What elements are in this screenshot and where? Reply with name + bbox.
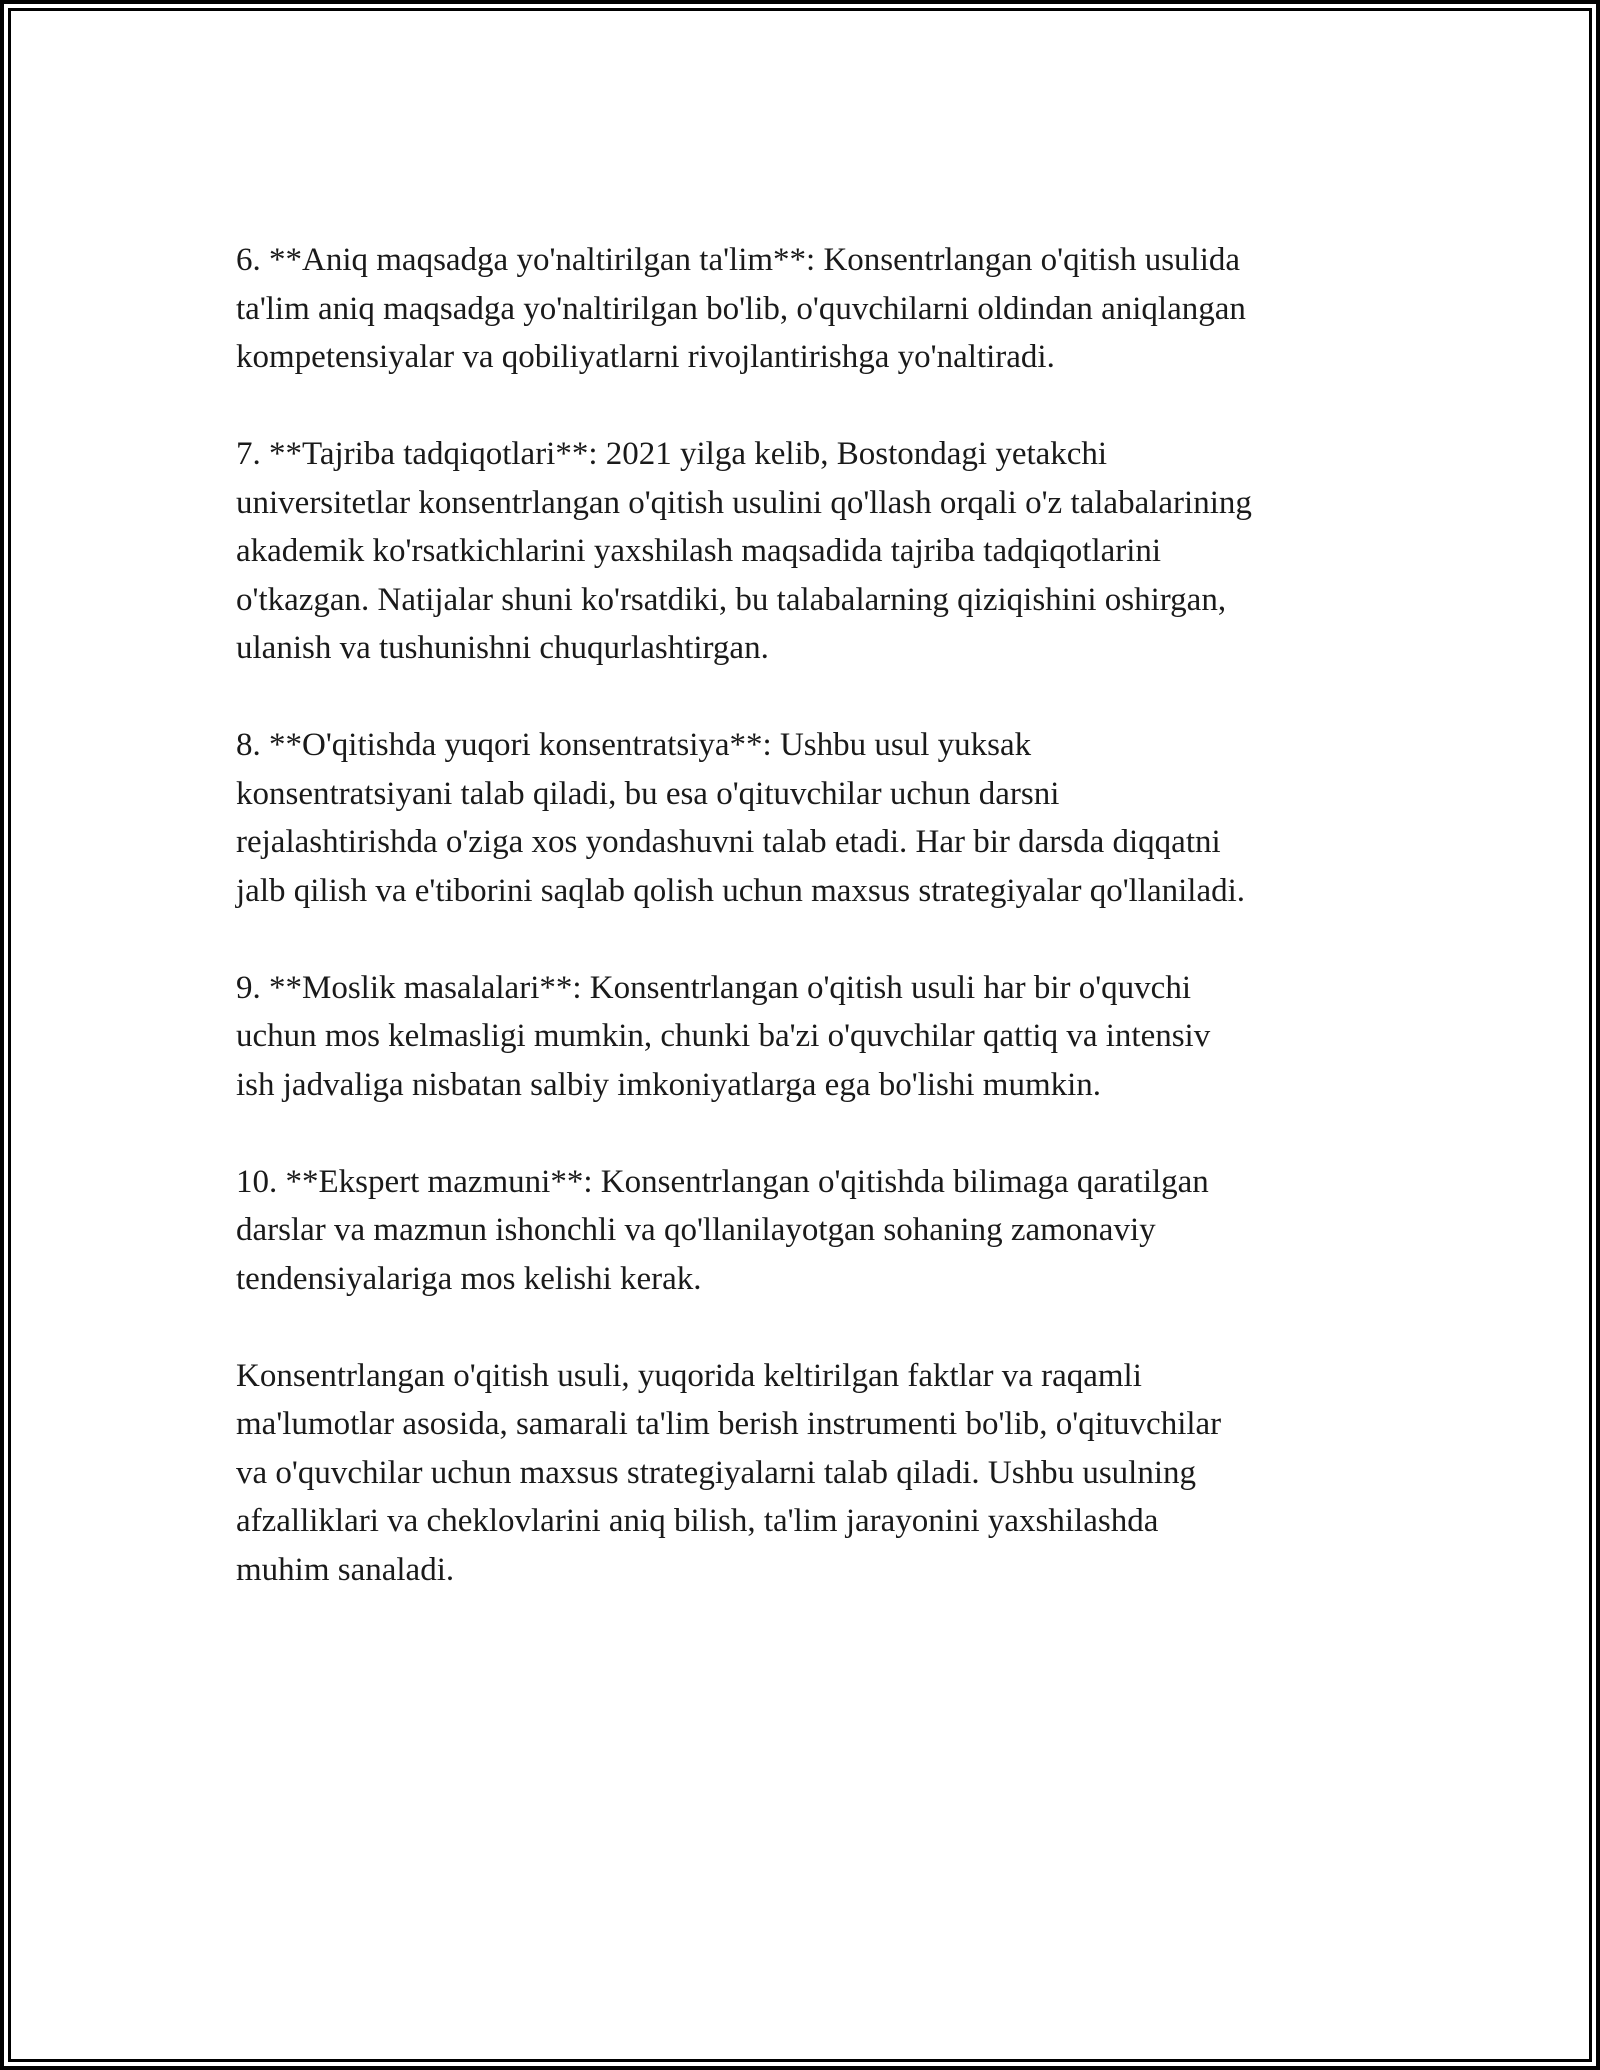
paragraph-item-10: 10. **Ekspert mazmuni**: Konsentrlangan o'qitishda bilimaga qaratilgan darslar va mazmun ishonchli va qo'llanilayotgan sohaning zamonaviy tendensiyalariga mos kelishi kerak. — [236, 1163, 1209, 1297]
document-body — [236, 236, 1386, 1643]
paragraph-item-7: 7. **Tajriba tadqiqotlari**: 2021 yilga kelib, Bostondagi yetakchi universitetlar konsentrlangan o'qitish usulini qo'llash orqali o'z talabalarining akademik ko'rsatkichlarini yaxshilash maqsadida tajriba tadqiqotlarini o'tkazgan. Natijalar shuni ko'rsatdiki, bu talabalarning qiziqishini oshirgan, ulanish va tushunishni chuqurlashtirgan. — [236, 436, 1252, 666]
paragraph-conclusion: Konsentrlangan o'qitish usuli, yuqorida keltirilgan faktlar va raqamli ma'lumotlar asosida, samarali ta'lim berish instrumenti bo'lib, o'qituvchilar va o'quvchilar uchun maxsus strategiyalarni talab qiladi. Ushbu usulning afzalliklari va cheklovlarini aniq bilish, ta'lim jarayonini yaxshilashda muhim sanaladi. — [236, 1357, 1222, 1588]
paragraph-item-9: 9. **Moslik masalalari**: Konsentrlangan o'qitish usuli har bir o'quvchi uchun mos kelmasligi mumkin, chunki ba'zi o'quvchilar qattiq va intensiv ish jadvaliga nisbatan salbiy imkoniyatlarga ega bo'lishi mumkin. — [236, 969, 1211, 1103]
paragraph-item-8: 8. **O'qitishda yuqori konsentratsiya**: Ushbu usul yuksak konsentratsiyani talab qiladi, bu esa o'qituvchilar uchun darsni rejalashtirishda o'ziga xos yondashuvni talab etadi. Har bir darsda diqqatni jalb qilish va e'tiborini saqlab qolish uchun maxsus strategiyalar qo'llaniladi. — [236, 727, 1246, 909]
paragraph-item-6: 6. **Aniq maqsadga yo'naltirilgan ta'lim**: Konsentrlangan o'qitish usulida ta'lim aniq maqsadga yo'naltirilgan bo'lib, o'quvchilarni oldindan aniqlangan kompetensiyalar va qobiliyatlarni rivojlantirishga yo'naltiradi. — [236, 242, 1246, 375]
